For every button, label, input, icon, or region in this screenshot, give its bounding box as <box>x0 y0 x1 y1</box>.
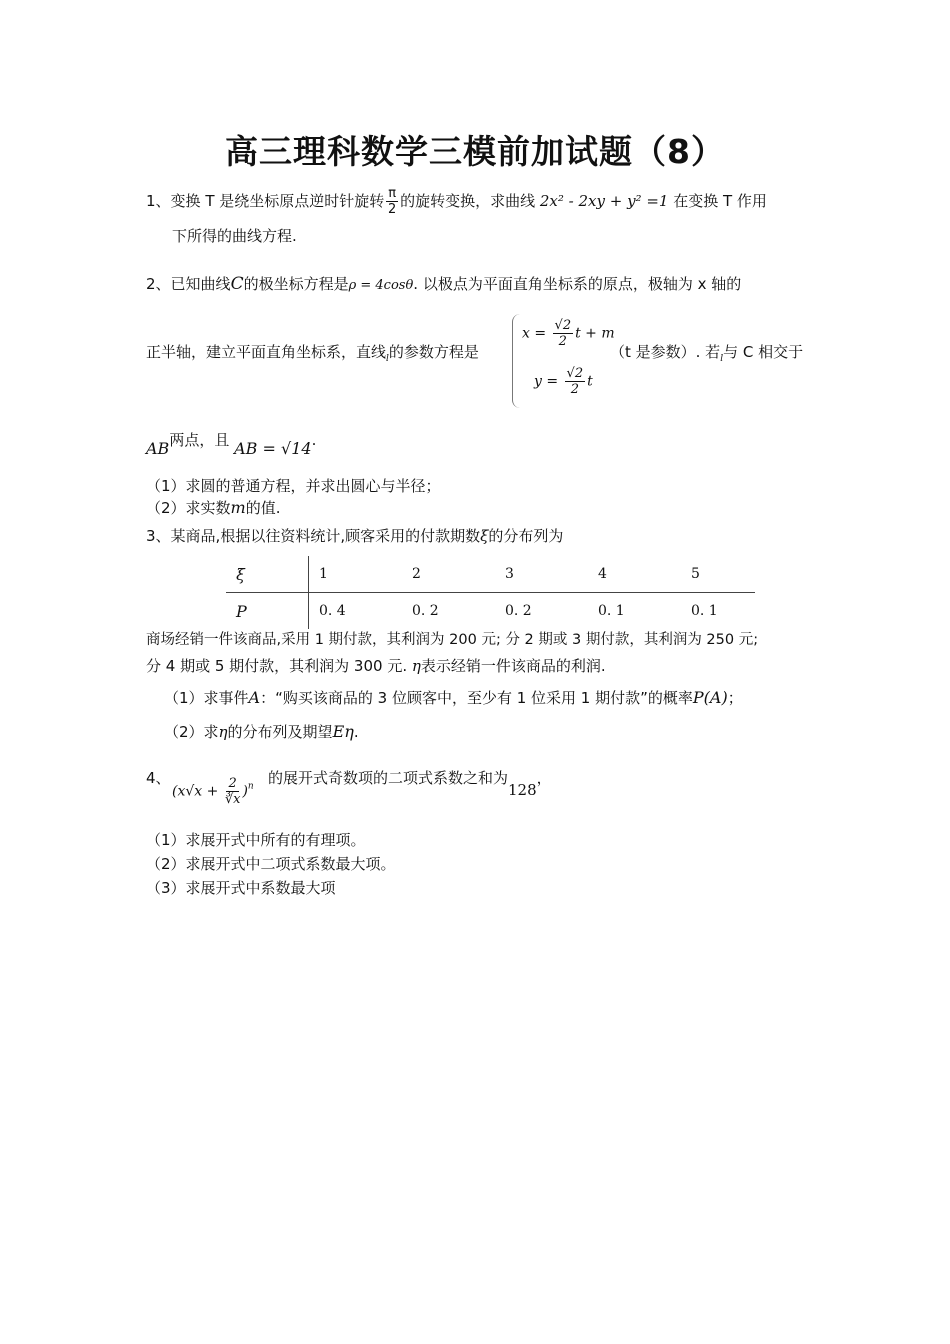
question-text: （2）求实数 <box>146 499 231 517</box>
question-text: 表示经销一件该商品的利润. <box>420 657 606 675</box>
math-AB: AB <box>146 439 170 458</box>
curve-equation: 2x² - 2xy + y² =1 <box>539 192 669 210</box>
question-2-sub-2 <box>146 498 281 518</box>
table-row <box>226 556 755 593</box>
table-row <box>226 593 755 630</box>
table-cell: 0. 1 <box>598 603 625 619</box>
binomial-expression <box>172 776 254 807</box>
question-4-number: 4、 <box>146 769 171 787</box>
param-x-label: x = <box>522 325 551 342</box>
question-1-line-2: 下所得的曲线方程. <box>172 227 297 245</box>
distribution-table <box>226 556 755 629</box>
table-cell: 2 <box>402 556 495 593</box>
question-2-line-3 <box>146 430 317 458</box>
fraction-denominator: ∛x <box>224 792 241 807</box>
question-text: 变换 T 是绕坐标原点逆时针旋转 <box>170 192 385 210</box>
period: . <box>311 431 317 449</box>
question-text: 正半轴，建立平面直角坐标系，直线 <box>146 343 387 361</box>
table-header-xi: ξ <box>226 556 309 593</box>
question-text: 在变换 T 作用 <box>673 192 767 210</box>
polar-equation: ρ = 4cosθ <box>348 278 414 293</box>
question-text: 的极坐标方程是 <box>243 275 349 293</box>
math-C: C <box>230 274 244 294</box>
question-text: ：“购买该商品的 3 位顾客中，至少有 1 位采用 1 期付款”的概率 <box>260 689 693 707</box>
question-text: ； <box>727 689 743 707</box>
table-cell: 0. 2 <box>412 603 439 619</box>
fraction-denominator: 2 <box>388 202 397 217</box>
param-x-tail: t + m <box>575 325 615 342</box>
line-l-symbol: l <box>720 354 724 364</box>
question-4-sub-1: （1）求展开式中所有的有理项。 <box>146 831 366 849</box>
math-xi: ξ <box>480 527 489 545</box>
question-text: 与 C 相交于 <box>723 343 804 361</box>
expression-part: ) <box>242 783 248 800</box>
exponent-n: n <box>247 781 254 792</box>
math-m: m <box>230 498 246 517</box>
question-3-line-1 <box>146 526 563 546</box>
question-3-line-3 <box>146 656 606 676</box>
question-number: 3、 <box>146 527 171 545</box>
question-text: 已知曲线 <box>170 275 231 293</box>
question-text: 的展开式奇数项的二项式系数之和为 <box>268 769 509 787</box>
brace <box>512 314 521 408</box>
fraction-root2-over-2 <box>553 318 574 349</box>
table-cell: 0. 2 <box>505 603 532 619</box>
question-number: 1、 <box>146 192 171 210</box>
table-cell: 3 <box>495 556 588 593</box>
question-text: 分 4 期或 5 期付款，其利润为 300 元. <box>146 657 408 675</box>
question-number: 2、 <box>146 275 171 293</box>
table-cell: 5 <box>681 556 755 593</box>
question-text: 的分布列及期望 <box>227 723 333 741</box>
question-3-sub-1 <box>164 688 743 708</box>
fraction-pi-over-2 <box>386 186 398 217</box>
value-128: 128 <box>508 781 537 799</box>
question-text: 的分布列为 <box>488 527 564 545</box>
question-2-sub-1: （1）求圆的普通方程，并求出圆心与半径； <box>146 477 441 495</box>
param-equation-x <box>522 318 615 349</box>
page-title: 高三理科数学三模前加试题（8） <box>225 132 725 171</box>
math-PA: P(A) <box>692 688 728 707</box>
fraction-numerator: √2 <box>566 366 584 381</box>
question-text: （t 是参数）. 若 <box>610 343 721 361</box>
question-4-text <box>268 768 552 799</box>
fraction-root2-over-2 <box>565 366 586 397</box>
param-y-tail: t <box>587 373 593 390</box>
param-y-label: y = <box>534 373 563 390</box>
question-text: 的值. <box>245 499 281 517</box>
table-cell: 1 <box>309 556 403 593</box>
fraction-denominator: 2 <box>558 334 567 349</box>
question-text: （2）求 <box>164 723 219 741</box>
comma: ， <box>536 769 552 787</box>
math-eta: η <box>218 723 228 741</box>
question-4-sub-2: （2）求展开式中二项式系数最大项。 <box>146 855 396 873</box>
question-1-line-1 <box>146 186 767 217</box>
table-cell: 0. 1 <box>691 603 718 619</box>
fraction-denominator: 2 <box>570 382 579 397</box>
question-text: 某商品,根据以往资料统计,顾客采用的付款期数 <box>170 527 481 545</box>
question-2-line-1 <box>146 274 741 296</box>
fraction-numerator: √2 <box>554 318 572 333</box>
fraction-numerator: 2 <box>228 776 237 791</box>
question-3-sub-2 <box>164 722 359 742</box>
question-text: 的参数方程是 <box>388 343 479 361</box>
fraction-numerator: π <box>388 186 397 201</box>
math-E-eta: Eη <box>332 722 354 741</box>
table-header-p: P <box>226 593 309 630</box>
question-text: （1）求事件 <box>164 689 249 707</box>
expression-part: (x√x + <box>172 783 223 800</box>
question-text: . <box>353 723 359 741</box>
question-3-line-2: 商场经销一件该商品,采用 1 期付款，其利润为 200 元; 分 2 期或 3 期付款，其利润为 250 元; <box>146 632 759 648</box>
question-2-line-2-tail <box>610 342 803 369</box>
table-cell: 0. 4 <box>319 603 346 619</box>
fraction-2-over-cbrt-x <box>225 776 241 807</box>
ab-equation: AB = √14 <box>234 439 312 458</box>
question-text: 的旋转变换，求曲线 <box>400 192 536 210</box>
line-l-symbol: l <box>386 354 389 364</box>
table-cell: 4 <box>588 556 681 593</box>
question-4-sub-3: （3）求展开式中系数最大项 <box>146 879 336 897</box>
question-2-line-2 <box>146 342 479 369</box>
param-equation-y <box>534 366 593 397</box>
question-text: . 以极点为平面直角坐标系的原点，极轴为 x 轴的 <box>413 275 742 293</box>
question-text: 两点，且 <box>169 431 230 449</box>
math-eta: η <box>411 657 421 675</box>
math-A: A <box>248 688 261 707</box>
